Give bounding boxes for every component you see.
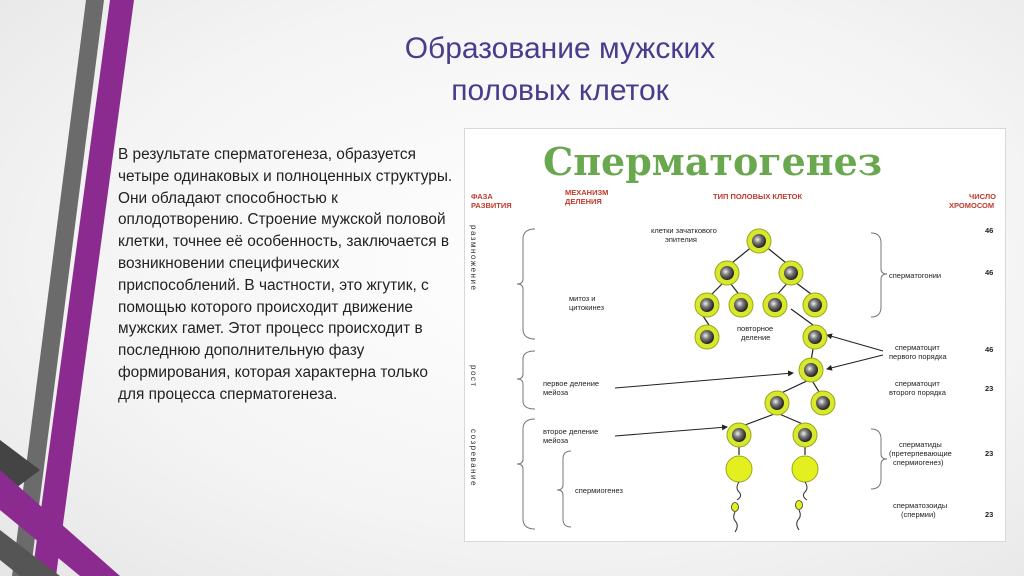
label-meiosis-2-a: второе деление (543, 427, 599, 436)
header-phase-2: РАЗВИТИЯ (471, 201, 512, 210)
label-mitosis-2: цитокинез (569, 303, 605, 312)
header-chromosomes-1: ЧИСЛО (969, 192, 996, 201)
label-meiosis-2-b: мейоза (543, 436, 569, 445)
label-meiosis-1-b: мейоза (543, 388, 569, 397)
label-mitosis-1: митоз и (569, 294, 596, 303)
title-line-2: половых клеток (451, 74, 669, 107)
chromosome-count-2: 46 (985, 268, 994, 277)
phase-maturation: созревание (469, 429, 478, 487)
phase-reproduction: размножение (469, 225, 478, 292)
label-spermatocyte-1-b: первого порядка (889, 352, 947, 361)
header-cell-type: ТИП ПОЛОВЫХ КЛЕТОК (713, 192, 803, 201)
cell-spermatid-maturing (792, 456, 818, 482)
label-spermatocyte-2-a: сперматоцит (895, 379, 940, 388)
chromosome-count-6: 23 (985, 510, 994, 519)
label-spermatogonia: сперматогонии (889, 271, 942, 280)
cell-spermatid-maturing (726, 456, 752, 482)
header-phase-1: ФАЗА (471, 192, 493, 201)
phase-growth: рост (469, 365, 478, 388)
title-line-1: Образование мужских (404, 32, 716, 65)
label-spermiogenesis: спермиогенез (575, 486, 623, 495)
label-spermatozoa-b: (спермии) (901, 510, 936, 519)
label-spermatozoa-a: сперматозоиды (893, 501, 948, 510)
spermatogenesis-diagram (464, 128, 1006, 542)
label-repeat-division-2: деление (741, 333, 771, 342)
label-spermatocyte-1-a: сперматоцит (895, 343, 940, 352)
chromosome-count-3: 46 (985, 345, 994, 354)
header-mechanism-1: МЕХАНИЗМ (565, 188, 609, 197)
label-germ-epithelium-1: клетки зачаткового (651, 226, 717, 235)
chromosome-count-5: 23 (985, 449, 994, 458)
label-spermatids-c: спермиогенез) (893, 458, 944, 467)
spermatozoa (732, 501, 803, 533)
label-meiosis-1-a: первое деление (543, 379, 600, 388)
label-repeat-division-1: повторное (737, 324, 774, 333)
chromosome-count-1: 46 (985, 226, 994, 235)
chromosome-count-4: 23 (985, 384, 994, 393)
header-chromosomes-2: ХРОМОСОМ (949, 201, 995, 210)
header-mechanism-2: ДЕЛЕНИЯ (565, 197, 602, 206)
label-spermatids-b: (претерпевающие (889, 449, 952, 458)
label-spermatocyte-2-b: второго порядка (889, 388, 946, 397)
page-title (310, 28, 810, 112)
label-spermatids-a: сперматиды (899, 440, 942, 449)
body-paragraph: В результате сперматогенеза, образуется четыре одинаковых и полноценных структуры. Они обладают способностью к оплодотворению. Строение мужской половой клетки, точнее её особенность, заключается в возникновении специфических приспособлений. В частности, это жгутик, с помощью которого происходит движение мужских гамет. Этот процесс происходит в последнюю дополнительную фазу формирования, которая характерна только для процесса сперматогенеза. (118, 146, 453, 403)
diagram-title: Сперматогенез (543, 139, 883, 184)
label-germ-epithelium-2: эпителия (665, 235, 697, 244)
